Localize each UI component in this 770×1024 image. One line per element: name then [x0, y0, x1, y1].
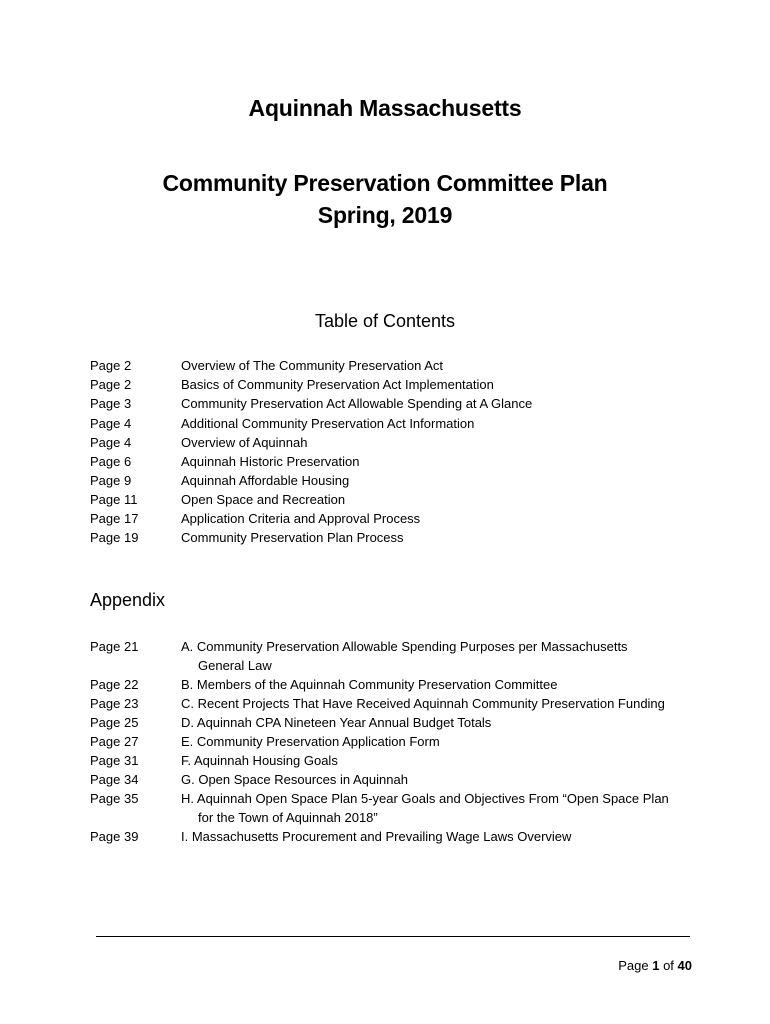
footer-total-pages: 40	[677, 958, 692, 973]
toc-entry-label: Additional Community Preservation Act Information	[181, 416, 475, 431]
toc-entry-label: Open Space and Recreation	[181, 492, 346, 507]
toc-entry	[0, 490, 770, 509]
toc-entry	[0, 375, 770, 394]
toc-heading: Table of Contents	[314, 311, 456, 331]
footer-page-word: Page	[618, 958, 649, 973]
appendix-entry-label: E. Community Preservation Application Form	[181, 734, 440, 749]
toc-entry-label: Application Criteria and Approval Process	[181, 511, 421, 526]
toc-entry-label: Community Preservation Plan Process	[181, 530, 404, 545]
toc-entry	[0, 414, 770, 433]
toc-page-number: Page 3	[90, 396, 132, 411]
appendix-entry-label	[181, 789, 701, 827]
toc-entry-label: Aquinnah Historic Preservation	[181, 454, 360, 469]
document-title: Aquinnah Massachusetts	[248, 95, 522, 121]
appendix-entry-label: I. Massachusetts Procurement and Prevailing Wage Laws Overview	[181, 829, 572, 844]
appendix-page-number: Page 23	[90, 696, 139, 711]
appendix-page-number: Page 39	[90, 829, 139, 844]
toc-entry	[0, 509, 770, 528]
toc-entry-label: Overview of The Community Preservation Act	[181, 358, 444, 373]
footer-of-word: of	[663, 958, 674, 973]
appendix-page-number: Page 22	[90, 677, 139, 692]
toc-page-number: Page 11	[90, 492, 138, 507]
appendix-entry-label	[181, 637, 701, 675]
toc-entry	[0, 471, 770, 490]
toc-entry	[0, 528, 770, 547]
toc-page-number: Page 2	[90, 358, 132, 373]
footer-current-page: 1	[652, 958, 660, 973]
toc-page-number: Page 4	[90, 416, 132, 431]
toc-page-number: Page 17	[90, 511, 139, 526]
toc-entry-label: Overview of Aquinnah	[181, 435, 308, 450]
toc-entry-label: Basics of Community Preservation Act Implementation	[181, 377, 494, 392]
toc-page-number: Page 2	[90, 377, 132, 392]
footer-divider	[96, 936, 690, 937]
appendix-page-number: Page 21	[90, 639, 139, 654]
toc-page-number: Page 9	[90, 473, 132, 488]
appendix-entry-label-line1: H. Aquinnah Open Space Plan 5-year Goals and Objectives From “Open Space Plan	[181, 791, 669, 806]
appendix-page-number: Page 31	[90, 753, 139, 768]
appendix-entry-label-line2: General Law	[198, 658, 272, 673]
appendix-heading: Appendix	[90, 590, 166, 610]
toc-entry-label: Community Preservation Act Allowable Spending at A Glance	[181, 396, 533, 411]
page-footer	[618, 958, 692, 973]
appendix-entry-label: G. Open Space Resources in Aquinnah	[181, 772, 408, 787]
appendix-page-number: Page 27	[90, 734, 139, 749]
appendix-page-number: Page 25	[90, 715, 139, 730]
toc-entry-label: Aquinnah Affordable Housing	[181, 473, 350, 488]
appendix-entry-label: F. Aquinnah Housing Goals	[181, 753, 338, 768]
document-date: Spring, 2019	[317, 202, 453, 228]
appendix-page-number: Page 35	[90, 791, 139, 806]
toc-entry	[0, 394, 770, 413]
appendix-entry-label: B. Members of the Aquinnah Community Preservation Committee	[181, 677, 558, 692]
toc-entry	[0, 356, 770, 375]
toc-page-number: Page 6	[90, 454, 132, 469]
toc-page-number: Page 4	[90, 435, 132, 450]
document-subtitle: Community Preservation Committee Plan	[162, 170, 608, 196]
appendix-page-number: Page 34	[90, 772, 139, 787]
appendix-entry-label: C. Recent Projects That Have Received Aquinnah Community Preservation Funding	[181, 696, 665, 711]
toc-entry	[0, 433, 770, 452]
appendix-entry-label: D. Aquinnah CPA Nineteen Year Annual Budget Totals	[181, 715, 492, 730]
toc-entry	[0, 452, 770, 471]
toc-page-number: Page 19	[90, 530, 139, 545]
appendix-entry-label-line1: A. Community Preservation Allowable Spending Purposes per Massachusetts	[181, 639, 628, 654]
appendix-entry-label-line2: for the Town of Aquinnah 2018”	[198, 810, 378, 825]
